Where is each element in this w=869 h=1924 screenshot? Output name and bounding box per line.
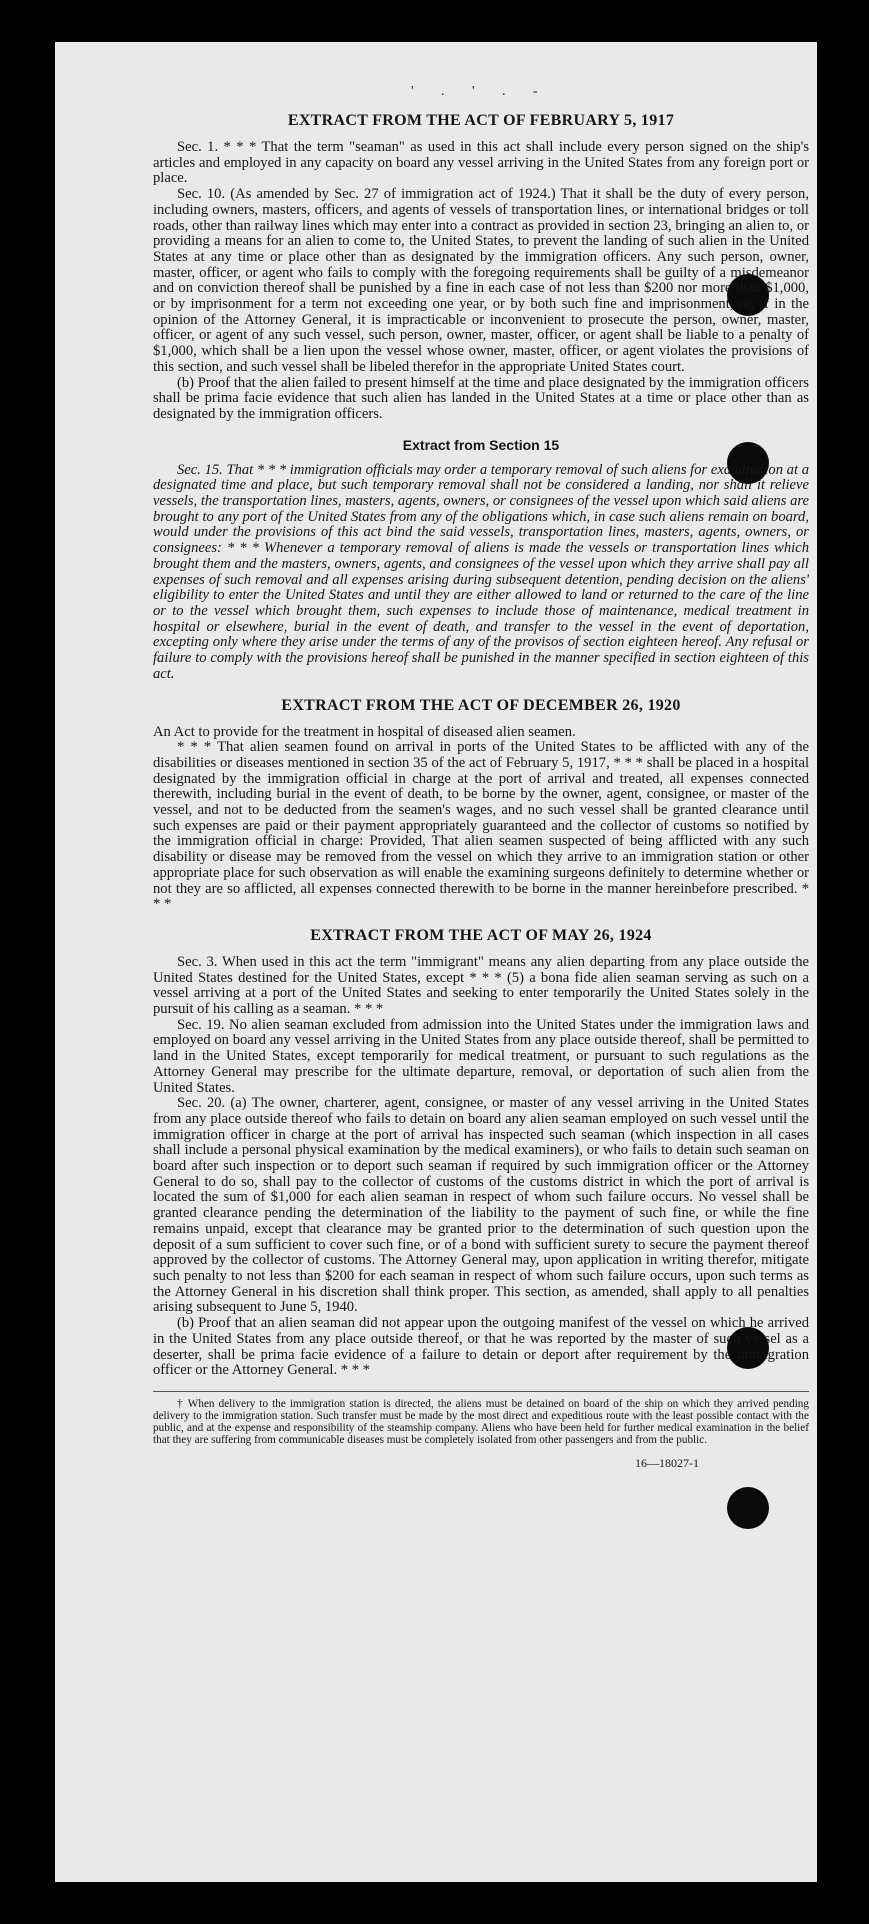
heading-act-1917: EXTRACT FROM THE ACT OF FEBRUARY 5, 1917 — [287, 112, 675, 129]
document-page — [55, 42, 817, 1882]
paragraph-sec-10: Sec. 10. (As amended by Sec. 27 of immigration act of 1924.) That it shall be the duty of every person, including owners, masters, officers, and agents of vessels of transportation lines, or international bridges or toll roads, other than railway lines which may enter into a contract as provided in section 23, bringing an alien to, or providing a means for an alien to come to, the United States, to prevent the landing of such alien in the United States at any time or place other than as designated by the immigration officers. Any such person, owner, master, officer, or agent who fails to comply with the foregoing requirements shall be guilty of a misdemeanor and on conviction thereof shall be punished by a fine in each case of not less than $200 nor more than $1,000, or by imprisonment for a term not exceeding one year, or by both such fine and imprisonment; or, if in the opinion of the Attorney General, it is impracticable or inconvenient to prosecute the person, owner, master, officer, or agent of any such vessel, such person, owner, master, officer, or agent shall be liable to a penalty of $1,000, which shall be a lien upon the vessel whose owner, master, officer, or agent violates the provisions of this section, and such vessel shall be libeled therefor in the appropriate United States court. — [153, 186, 809, 375]
header-marks: ' . ' . - — [411, 84, 550, 99]
paragraph-sec-20-a: Sec. 20. (a) The owner, charterer, agent, consignee, or master of any vessel arriving in the United States from any place outside thereof who fails to detain on board any alien seaman employed on such vessel until the immigration officer in charge at the port of arrival has inspected such seaman (which inspection in all cases shall include a personal physical examination by the medical examiners), or who fails to detain such seaman on board after such inspection or to deport such seaman if required by such immigration officer or the Attorney General to do so, shall pay to the collector of customs of the customs district in which the port of arrival is located the sum of $1,000 for each alien seaman in respect of whom such failure occurs. No vessel shall be granted clearance pending the determination of the liability to the payment of such fine, or while the fine remains unpaid, except that clearance may be granted prior to the determination of such question upon the deposit of a sum sufficient to cover such fine, or of a bond with sufficient surety to secure the payment thereof approved by the collector of customs. The Attorney General may, upon application in writing therefor, mitigate such penalty to not less than $200 for each seaman in respect of whom such failure occurs, upon such terms as the Attorney General in his discretion shall think proper. This section, as amended, shall apply to all penalties arising subsequent to June 5, 1940. — [153, 1095, 809, 1316]
paragraph-seamen-treatment: * * * That alien seamen found on arrival in ports of the United States to be afflicted with any of the disabilities or diseases mentioned in section 35 of the act of February 5, 1917, * * * shall be placed in a hospital designated by the immigration official in charge at the port of arrival and treated, all expenses connected therewith, including burial in the event of death, to be borne by the owner, agent, consignee, or master of the vessel, and not to be deducted from the seamen's wages, and no such vessel shall be granted clearance until such expenses are paid or their payment appropriately guaranteed and the collector of customs so notified by the immigration official in charge: Provided, That alien seamen suspected of being afflicted with any such disability or disease may be removed from the vessel on which they arrive to an immigration station or other appropriate place for such observation as will enable the examining surgeons definitely to determine whether or not they are so afflicted, all expenses connected therewith to be borne in the manner hereinbefore prescribed. * * * — [153, 739, 809, 913]
paragraph-sec-19: Sec. 19. No alien seaman excluded from admission into the United States under the immigration laws and employed on board any vessel arriving in the United States from any place outside thereof, shall be permitted to land in the United States, except temporarily for medical treatment, or pursuant to such regulations as the Attorney General may prescribe for the ultimate departure, removal, or deportation of such alien from the United States. — [153, 1016, 809, 1096]
heading-act-1920: EXTRACT FROM THE ACT OF DECEMBER 26, 1920 — [281, 696, 681, 714]
form-number: 16—18027-1 — [635, 1456, 699, 1471]
heading-section-15: Extract from Section 15 — [402, 436, 560, 453]
paragraph-act-title: An Act to provide for the treatment in hospital of diseased alien seamen. — [153, 723, 576, 740]
paragraph-sec-20-b: (b) Proof that an alien seaman did not appear upon the outgoing manifest of the vessel on which he arrived in the United States from any place outside thereof, or that he was reported by the master of such vessel as a deserter, shall be prima facie evidence of a failure to detain or deport after requirement by the immigration officer or the Attorney General. * * * — [153, 1315, 809, 1379]
paragraph-sec-10-b: (b) Proof that the alien failed to present himself at the time and place designated by the immigration officers shall be prima facie evidence that such alien has landed in the United States at a time or place other than as designated by the immigration officers. — [153, 374, 809, 422]
document-body — [153, 82, 809, 1471]
footnote — [153, 1391, 809, 1446]
paragraph-sec-15: Sec. 15. That * * * immigration officials may order a temporary removal of such aliens for examination at a designated time and place, but such temporary removal shall not be considered a landing, nor shall it relieve vessels, the transportation lines, masters, agents, owners, or consignees of the vessel upon which said aliens are brought to any port of the United States from any of the obligations which, in case such aliens remain on board, would under the provisions of this act bind the said vessels, transportation lines, masters, agents, owners, or consignees: * * * Whenever a temporary removal of aliens is made the vessels or transportation lines which brought them and the masters, owners, agents, and consignees of the vessel upon which they arrive shall pay all expenses of such removal and all expenses arising during subsequent detention, pending decision on the aliens' eligibility to enter the United States and until they are either allowed to land or returned to the care of the line or to the vessel which brought them, such expenses to include those of maintenance, medical treatment in hospital or elsewhere, burial in the event of death, and transfer to the vessel in the event of deportation, excepting only where they arise under the terms of any of the provisos of section eighteen hereof. Any refusal or failure to comply with the provisions hereof shall be punished in the manner specified in section eighteen of this act. — [153, 461, 809, 682]
footnote-text: † When delivery to the immigration station is directed, the aliens must be detained on board of the ship on which they arrived pending delivery to the immigration station. Such transfer must be made by the most direct and expeditious route with the least possible contact with the public, and at the expense and responsibility of the steamship company. Aliens who have been held for further medical examination in the belief that they are suffering from communicable diseases must be completely isolated from other passengers and from the public. — [153, 1397, 809, 1447]
heading-act-1924: EXTRACT FROM THE ACT OF MAY 26, 1924 — [310, 926, 652, 944]
paragraph-sec-1: Sec. 1. * * * That the term "seaman" as used in this act shall include every person signed on the ship's articles and employed in any capacity on board any vessel arriving in the United States from any foreign port or place. — [153, 139, 809, 187]
punch-hole — [727, 1487, 769, 1529]
paragraph-sec-3: Sec. 3. When used in this act the term "immigrant" means any alien departing from any place outside the United States destined for the United States, except * * * (5) a bona fide alien seaman serving as such on a vessel arriving at a port of the United States and seeking to enter temporarily the United States solely in the pursuit of his calling as a seaman. * * * — [153, 953, 809, 1018]
